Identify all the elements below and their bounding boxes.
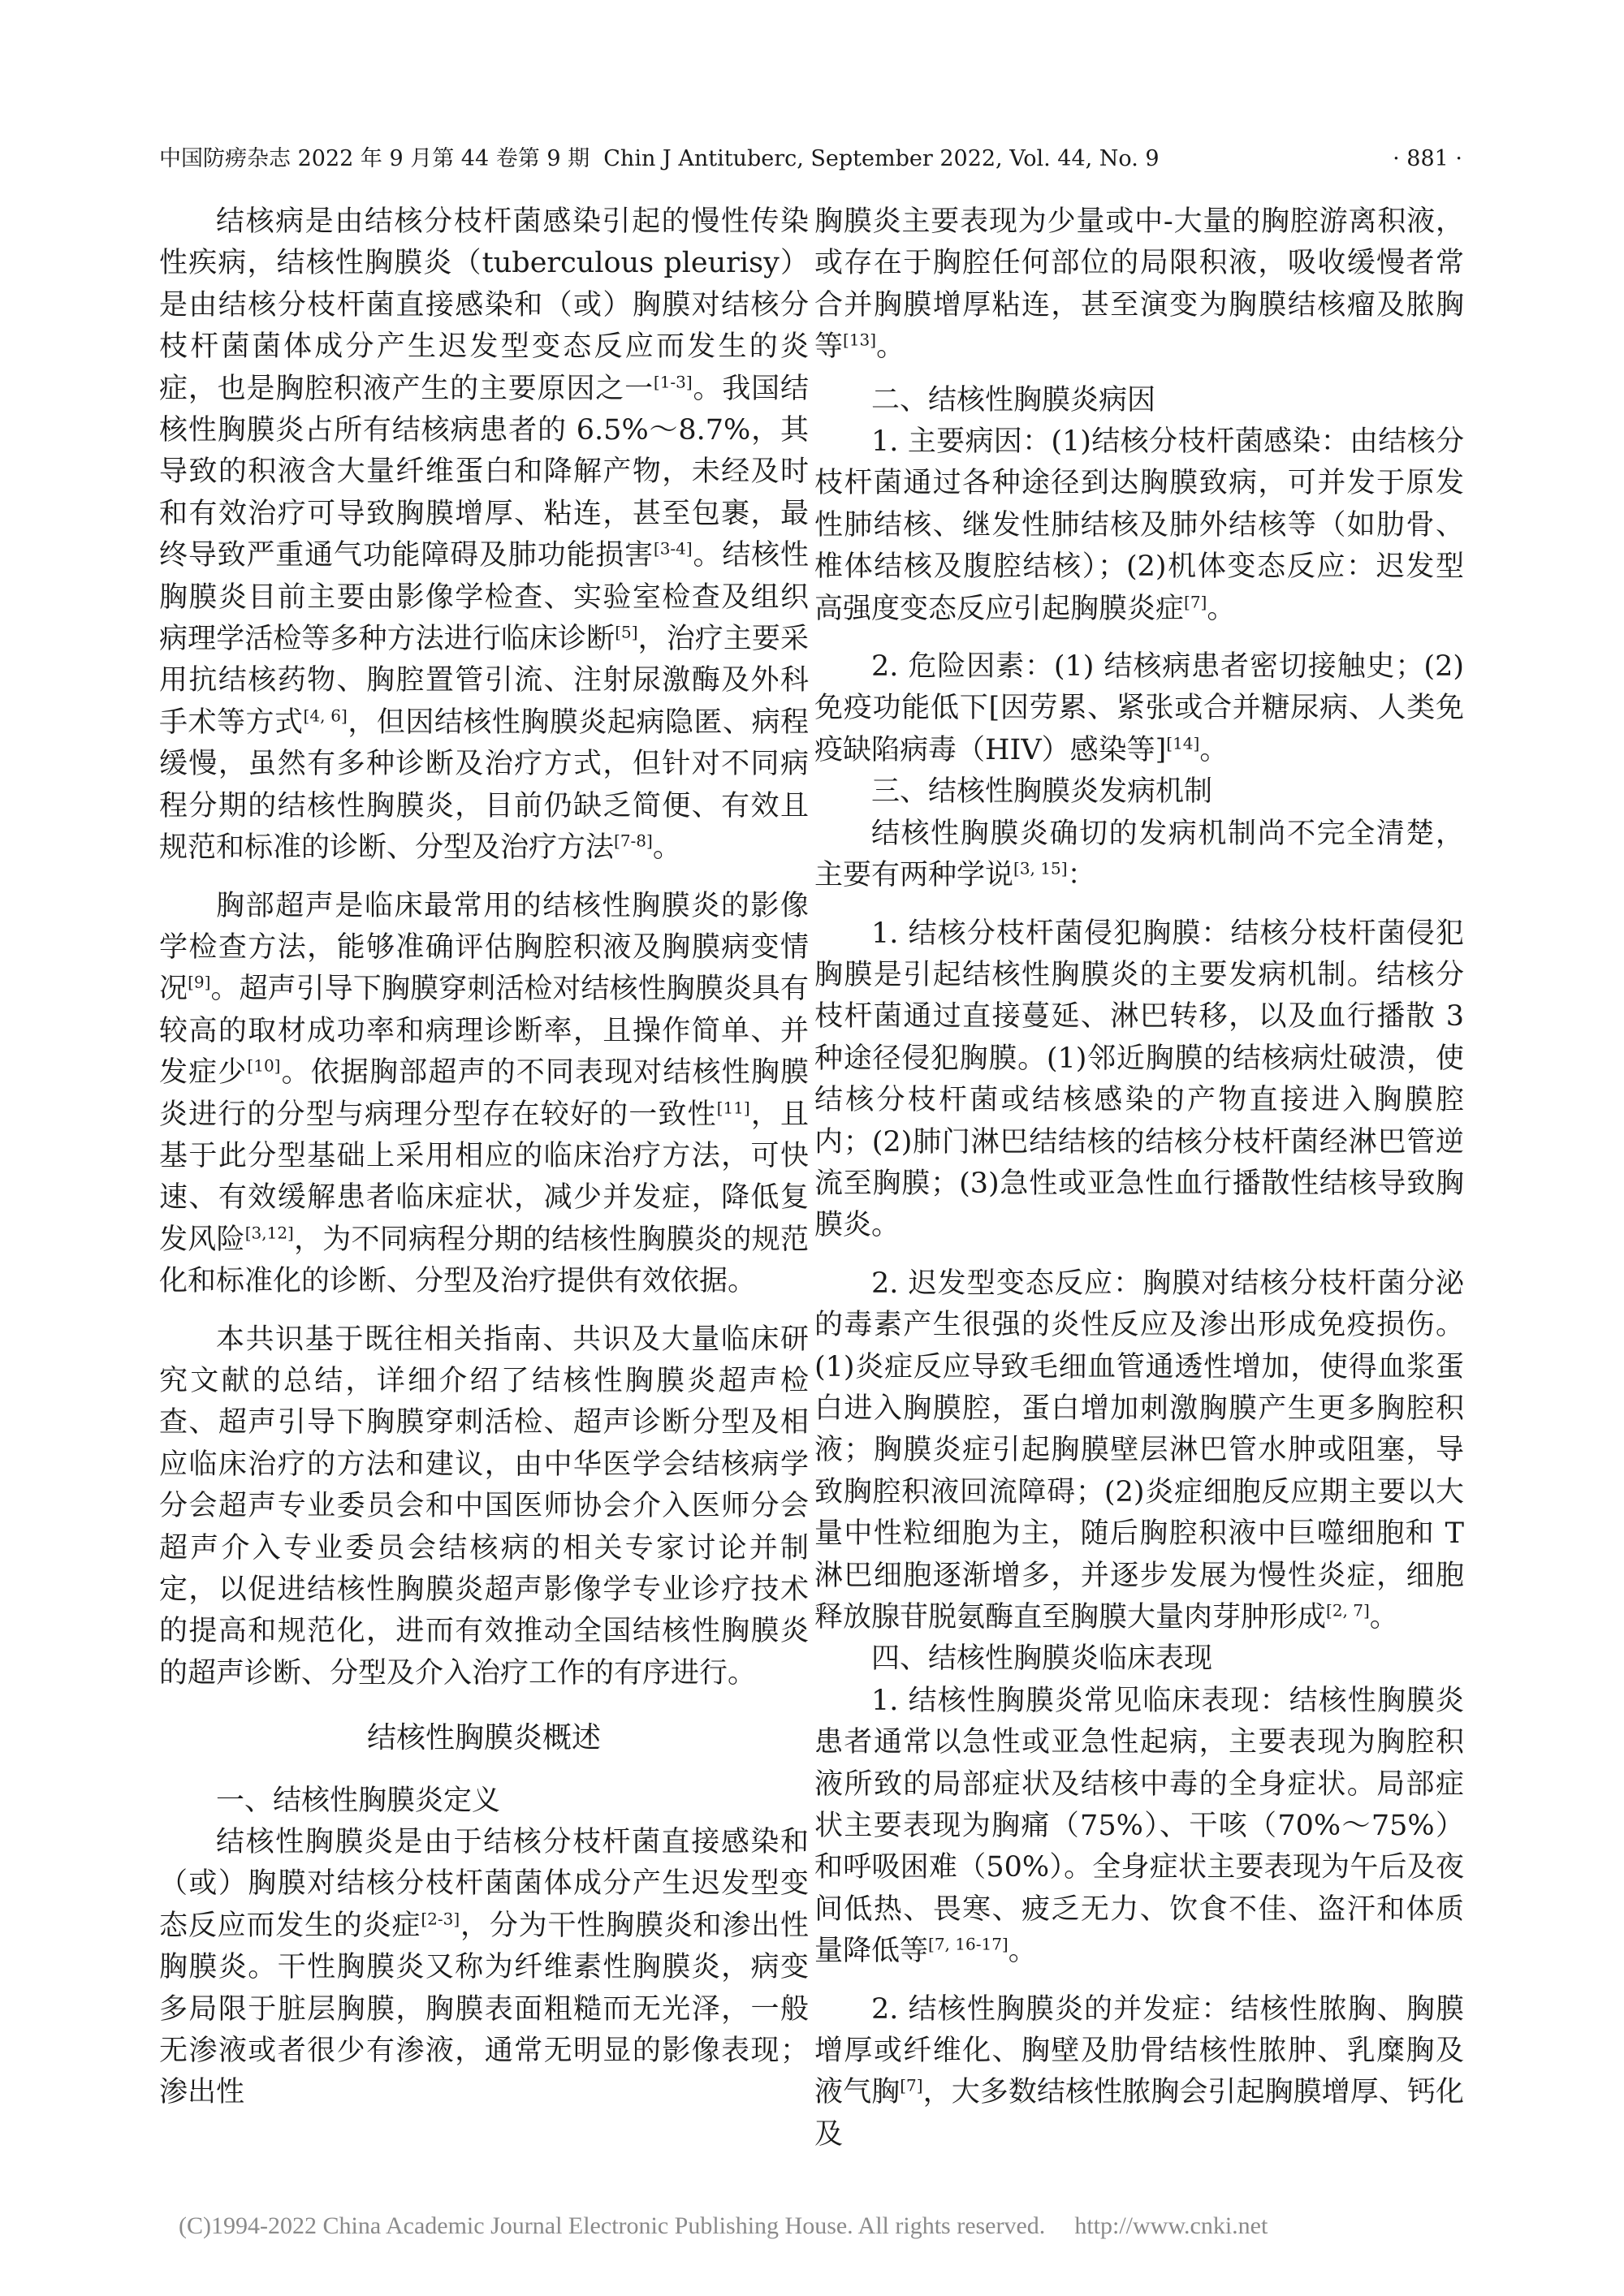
page-number: · 881 · bbox=[1393, 146, 1462, 171]
left-column bbox=[159, 201, 809, 2114]
etiology-paragraph-1: 1. 主要病因：(1)结核分枝杆菌感染：由结核分枝杆菌通过各种途径到达胸膜致病，可并发于原发性肺结核、继发性肺结核及肺外结核等（如肋骨、椎体结核及腹腔结核）；(2)机体变态反应：迟发型高强度变态反应引起胸膜炎症[7]。 bbox=[814, 425, 1464, 625]
intro-paragraph-2: 胸部超声是临床最常用的结核性胸膜炎的影像学检查方法，能够准确评估胸腔积液及胸膜病变情况[9]。超声引导下胸膜穿刺活检对结核性胸膜炎具有较高的取材成功率和病理诊断率，且操作简单、并发症少[10]。依据胸部超声的不同表现对结核性胸膜炎进行的分型与病理分型存在较好的一致性[11]，且基于此分型基础上采用相应的临床治疗方法，可快速、有效缓解患者临床症状，减少并发症，降低复发风险[3,12]，为不同病程分期的结核性胸膜炎的规范化和标准化的诊断、分型及治疗提供有效依据。 bbox=[159, 889, 809, 1298]
citation: [2-3] bbox=[421, 1909, 460, 1929]
cnki-link[interactable]: http://www.cnki.net bbox=[1074, 2212, 1268, 2239]
citation: [10] bbox=[247, 1055, 281, 1076]
clinical-paragraph-1: 1. 结核性胸膜炎常见临床表现：结核性胸膜炎患者通常以急性或亚急性起病，主要表现为胸腔积液所致的局部症状及结核中毒的全身症状。局部症状主要表现为胸痛（75%）、干咳（70%～75%）和呼吸困难（50%）。全身症状主要表现为午后及夜间低热、畏寒、疲乏无力、饮食不佳、盗汗和体质量降低等[7, 16-17]。 bbox=[814, 1684, 1464, 1968]
citation: [2, 7] bbox=[1326, 1600, 1370, 1621]
definition-paragraph-continued: 胸膜炎主要表现为少量或中-大量的胸腔游离积液，或存在于胸腔任何部位的局限积液，吸收缓慢者常合并胸膜增厚粘连，甚至演变为胸膜结核瘤及脓胸等[13]。 bbox=[814, 205, 1464, 364]
citation: [1-3] bbox=[653, 371, 693, 391]
journal-name-cn: 中国防痨杂志 2022 年 9 月第 44 卷第 9 期 bbox=[159, 146, 590, 171]
copyright-footer bbox=[179, 2210, 1445, 2242]
pathogenesis-paragraph-1: 1. 结核分枝杆菌侵犯胸膜：结核分枝杆菌侵犯胸膜是引起结核性胸膜炎的主要发病机制。结核分枝杆菌通过直接蔓延、淋巴转移，以及血行播散 3 种途径侵犯胸膜。(1)邻近胸膜的结核病灶破溃，使结核分枝杆菌或结核感染的产物直接进入胸膜腔内；(2)肺门淋巴结结核的结核分枝杆菌经淋巴管逆流至胸膜；(3)急性或亚急性血行播散性结核导致胸膜炎。 bbox=[814, 917, 1464, 1242]
journal-citation bbox=[159, 143, 1160, 175]
subsection-heading-pathogenesis: 三、结核性胸膜炎发病机制 bbox=[871, 775, 1213, 809]
citation: [7-8] bbox=[614, 831, 653, 851]
journal-name-en: Chin J Antituberc, September 2022, Vol. 44, No. 9 bbox=[603, 146, 1160, 171]
etiology-paragraph-2: 2. 危险因素：(1) 结核病患者密切接触史；(2)免疫功能低下[因劳累、紧张或合并糖尿病、人类免疫缺陷病毒（HIV）感染等][14]。 bbox=[814, 650, 1464, 766]
citation: [3-4] bbox=[653, 538, 693, 559]
pathogenesis-intro: 结核性胸膜炎确切的发病机制尚不完全清楚，主要有两种学说[3, 15]： bbox=[814, 817, 1464, 892]
running-header bbox=[159, 143, 1462, 175]
clinical-paragraph-2: 2. 结核性胸膜炎的并发症：结核性脓胸、胸膜增厚或纤维化、胸壁及肋骨结核性脓肿、乳糜胸及液气胸[7]，大多数结核性脓胸会引起胸膜增厚、钙化及 bbox=[814, 1992, 1464, 2151]
citation: [3,12] bbox=[244, 1223, 294, 1243]
citation: [4, 6] bbox=[303, 706, 348, 726]
intro-paragraph-3: 本共识基于既往相关指南、共识及大量临床研究文献的总结，详细介绍了结核性胸膜炎超声检查、超声引导下胸膜穿刺活检、超声诊断分型及相应临床治疗的方法和建议，由中华医学会结核病学分会超声专业委员会和中国医师协会介入医师分会超声介入专业委员会结核病的相关专家讨论并制定，以促进结核性胸膜炎超声影像学专业诊疗技术的提高和规范化，进而有效推动全国结核性胸膜炎的超声诊断、分型及介入治疗工作的有序进行。 bbox=[159, 1323, 809, 1690]
subsection-heading-definition: 一、结核性胸膜炎定义 bbox=[216, 1784, 501, 1817]
right-column bbox=[814, 201, 1464, 2156]
pathogenesis-paragraph-2: 2. 迟发型变态反应：胸膜对结核分枝杆菌分泌的毒素产生很强的炎性反应及渗出形成免疫损伤。(1)炎症反应导致毛细血管通透性增加，使得血浆蛋白进入胸膜腔，蛋白增加刺激胸膜产生更多胸腔积液；胸膜炎症引起胸膜壁层淋巴管水肿或阻塞，导致胸腔积液回流障碍；(2)炎症细胞反应期主要以大量中性粒细胞为主，随后胸腔积液中巨噬细胞和 T 淋巴细胞逐渐增多，并逐步发展为慢性炎症，细胞释放腺苷脱氨酶直至胸膜大量肉芽肿形成[2, 7]。 bbox=[814, 1267, 1464, 1634]
subsection-heading-clinical: 四、结核性胸膜炎临床表现 bbox=[871, 1642, 1213, 1676]
citation: [9] bbox=[188, 972, 211, 992]
citation: [7] bbox=[900, 2075, 923, 2095]
intro-paragraph-1: 结核病是由结核分枝杆菌感染引起的慢性传染性疾病，结核性胸膜炎（tuberculous pleurisy）是由结核分枝杆菌直接感染和（或）胸膜对结核分枝杆菌菌体成分产生迟发型变态反应而发生的炎症，也是胸腔积液产生的主要原因之一[1-3]。我国结核性胸膜炎占所有结核病患者的 6.5%～8.7%，其导致的积液含大量纤维蛋白和降解产物，未经及时和有效治疗可导致胸膜增厚、粘连，甚至包裹，最终导致严重通气功能障碍及肺功能损害[3-4]。结核性胸膜炎目前主要由影像学检查、实验室检查及组织病理学活检等多种方法进行临床诊断[5]，治疗主要采用抗结核药物、胸腔置管引流、注射尿激酶及外科手术等方式[4, 6]，但因结核性胸膜炎起病隐匿、病程缓慢，虽然有多种诊断及治疗方式，但针对不同病程分期的结核性胸膜炎，目前仍缺乏简便、有效且规范和标准的诊断、分型及治疗方法[7-8]。 bbox=[159, 205, 809, 865]
citation: [11] bbox=[716, 1097, 750, 1117]
citation: [5] bbox=[615, 622, 638, 642]
copyright-text: (C)1994-2022 China Academic Journal Electronic Publishing House. All rights reserved. bbox=[179, 2212, 1046, 2239]
definition-paragraph: 结核性胸膜炎是由于结核分枝杆菌直接感染和（或）胸膜对结核分枝杆菌菌体成分产生迟发型变态反应而发生的炎症[2-3]，分为干性胸膜炎和渗出性胸膜炎。干性胸膜炎又称为纤维素性胸膜炎，病变多局限于脏层胸膜，胸膜表面粗糙而无光泽，一般无渗液或者很少有渗液，通常无明显的影像表现；渗出性 bbox=[159, 1826, 809, 2109]
citation: [14] bbox=[1166, 733, 1200, 753]
section-title: 结核性胸膜炎概述 bbox=[366, 1721, 601, 1755]
subsection-heading-etiology: 二、结核性胸膜炎病因 bbox=[871, 383, 1156, 416]
citation: [7] bbox=[1184, 592, 1207, 611]
citation: [13] bbox=[843, 330, 877, 350]
citation: [7, 16-17] bbox=[928, 1934, 1009, 1954]
citation: [3, 15] bbox=[1013, 858, 1068, 878]
